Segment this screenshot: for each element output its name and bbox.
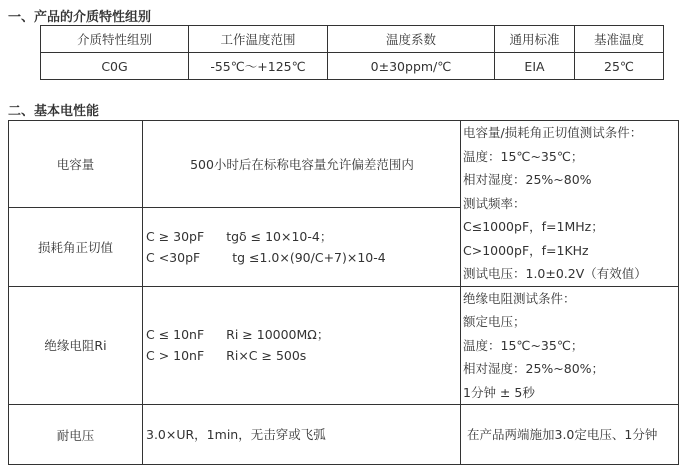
condition-line: 测试电压：1.0±0.2V（有效值） bbox=[463, 266, 647, 281]
condition-line: 温度：15℃~35℃； bbox=[463, 337, 584, 353]
table-header-row bbox=[41, 26, 664, 53]
electrical-performance-table bbox=[8, 120, 679, 465]
condition-line: C≤1000pF，f=1MHz； bbox=[463, 219, 604, 234]
value-text: Ri ≥ 10000MΩ； bbox=[226, 327, 330, 343]
header-cell: 基准温度 bbox=[575, 26, 664, 53]
table-cell: -55℃～+125℃ bbox=[189, 53, 328, 80]
value-text: tg ≤1.0×(90/C+7)×10-4 bbox=[232, 249, 386, 265]
condition-line: 温度：15℃~35℃； bbox=[463, 148, 584, 164]
condition-line: 相对湿度：25%~80% bbox=[463, 172, 592, 187]
condition-text: C ≥ 30pF bbox=[146, 228, 205, 244]
condition-text: C > 10nF bbox=[146, 348, 205, 364]
table-row bbox=[9, 121, 679, 208]
requirement-line bbox=[146, 324, 460, 345]
requirement-text: 3.0×UR，1min，无击穿或飞弧 bbox=[146, 427, 326, 442]
requirement-line bbox=[146, 345, 460, 366]
value-text: Ri×C ≥ 500s bbox=[226, 348, 307, 364]
requirement-cell bbox=[143, 405, 461, 465]
requirement-cell bbox=[143, 208, 461, 286]
condition-line: C>1000pF，f=1KHz bbox=[463, 242, 589, 258]
test-conditions-cell bbox=[461, 121, 679, 287]
requirement-cell bbox=[143, 121, 461, 208]
property-name: 电容量 bbox=[9, 121, 143, 208]
table-row bbox=[41, 53, 664, 80]
condition-line: 测试频率： bbox=[463, 195, 526, 211]
property-name: 耐电压 bbox=[9, 405, 143, 465]
property-name: 绝缘电阻Ri bbox=[9, 286, 143, 405]
table-cell: C0G bbox=[41, 53, 189, 80]
condition-line: 电容量/损耗角正切值测试条件： bbox=[463, 125, 643, 140]
section-2-heading: 二、基本电性能 bbox=[8, 104, 100, 119]
condition-text: C <30pF bbox=[146, 249, 201, 265]
condition-line: 额定电压； bbox=[463, 314, 526, 329]
condition-line: 1分钟 ± 5秒 bbox=[463, 384, 535, 400]
condition-text: C ≤ 10nF bbox=[146, 327, 205, 343]
section-1-heading: 一、产品的介质特性组别 bbox=[8, 10, 152, 25]
condition-line: 相对湿度：25%~80%； bbox=[463, 361, 605, 376]
requirement-cell bbox=[143, 286, 461, 405]
table-cell: 0±30ppm/℃ bbox=[328, 53, 495, 80]
header-cell: 介质特性组别 bbox=[41, 26, 189, 53]
requirement-text: 500小时后在标称电容量允许偏差范围内 bbox=[190, 156, 414, 172]
dielectric-table bbox=[40, 25, 664, 80]
requirement-line bbox=[146, 247, 460, 268]
table-cell: 25℃ bbox=[575, 53, 664, 80]
condition-line: 在产品两端施加3.0定电压、1分钟 bbox=[467, 426, 658, 442]
header-cell: 温度系数 bbox=[328, 26, 495, 53]
requirement-line bbox=[146, 226, 460, 247]
header-cell: 通用标准 bbox=[495, 26, 575, 53]
value-text: tgδ ≤ 10×10-4； bbox=[226, 228, 333, 244]
test-conditions-cell bbox=[461, 405, 679, 465]
test-conditions-cell bbox=[461, 286, 679, 405]
condition-line: 绝缘电阻测试条件： bbox=[463, 290, 576, 306]
table-row bbox=[9, 286, 679, 405]
table-cell: EIA bbox=[495, 53, 575, 80]
header-cell: 工作温度范围 bbox=[189, 26, 328, 53]
property-name: 损耗角正切值 bbox=[9, 208, 143, 286]
table-row bbox=[9, 405, 679, 465]
